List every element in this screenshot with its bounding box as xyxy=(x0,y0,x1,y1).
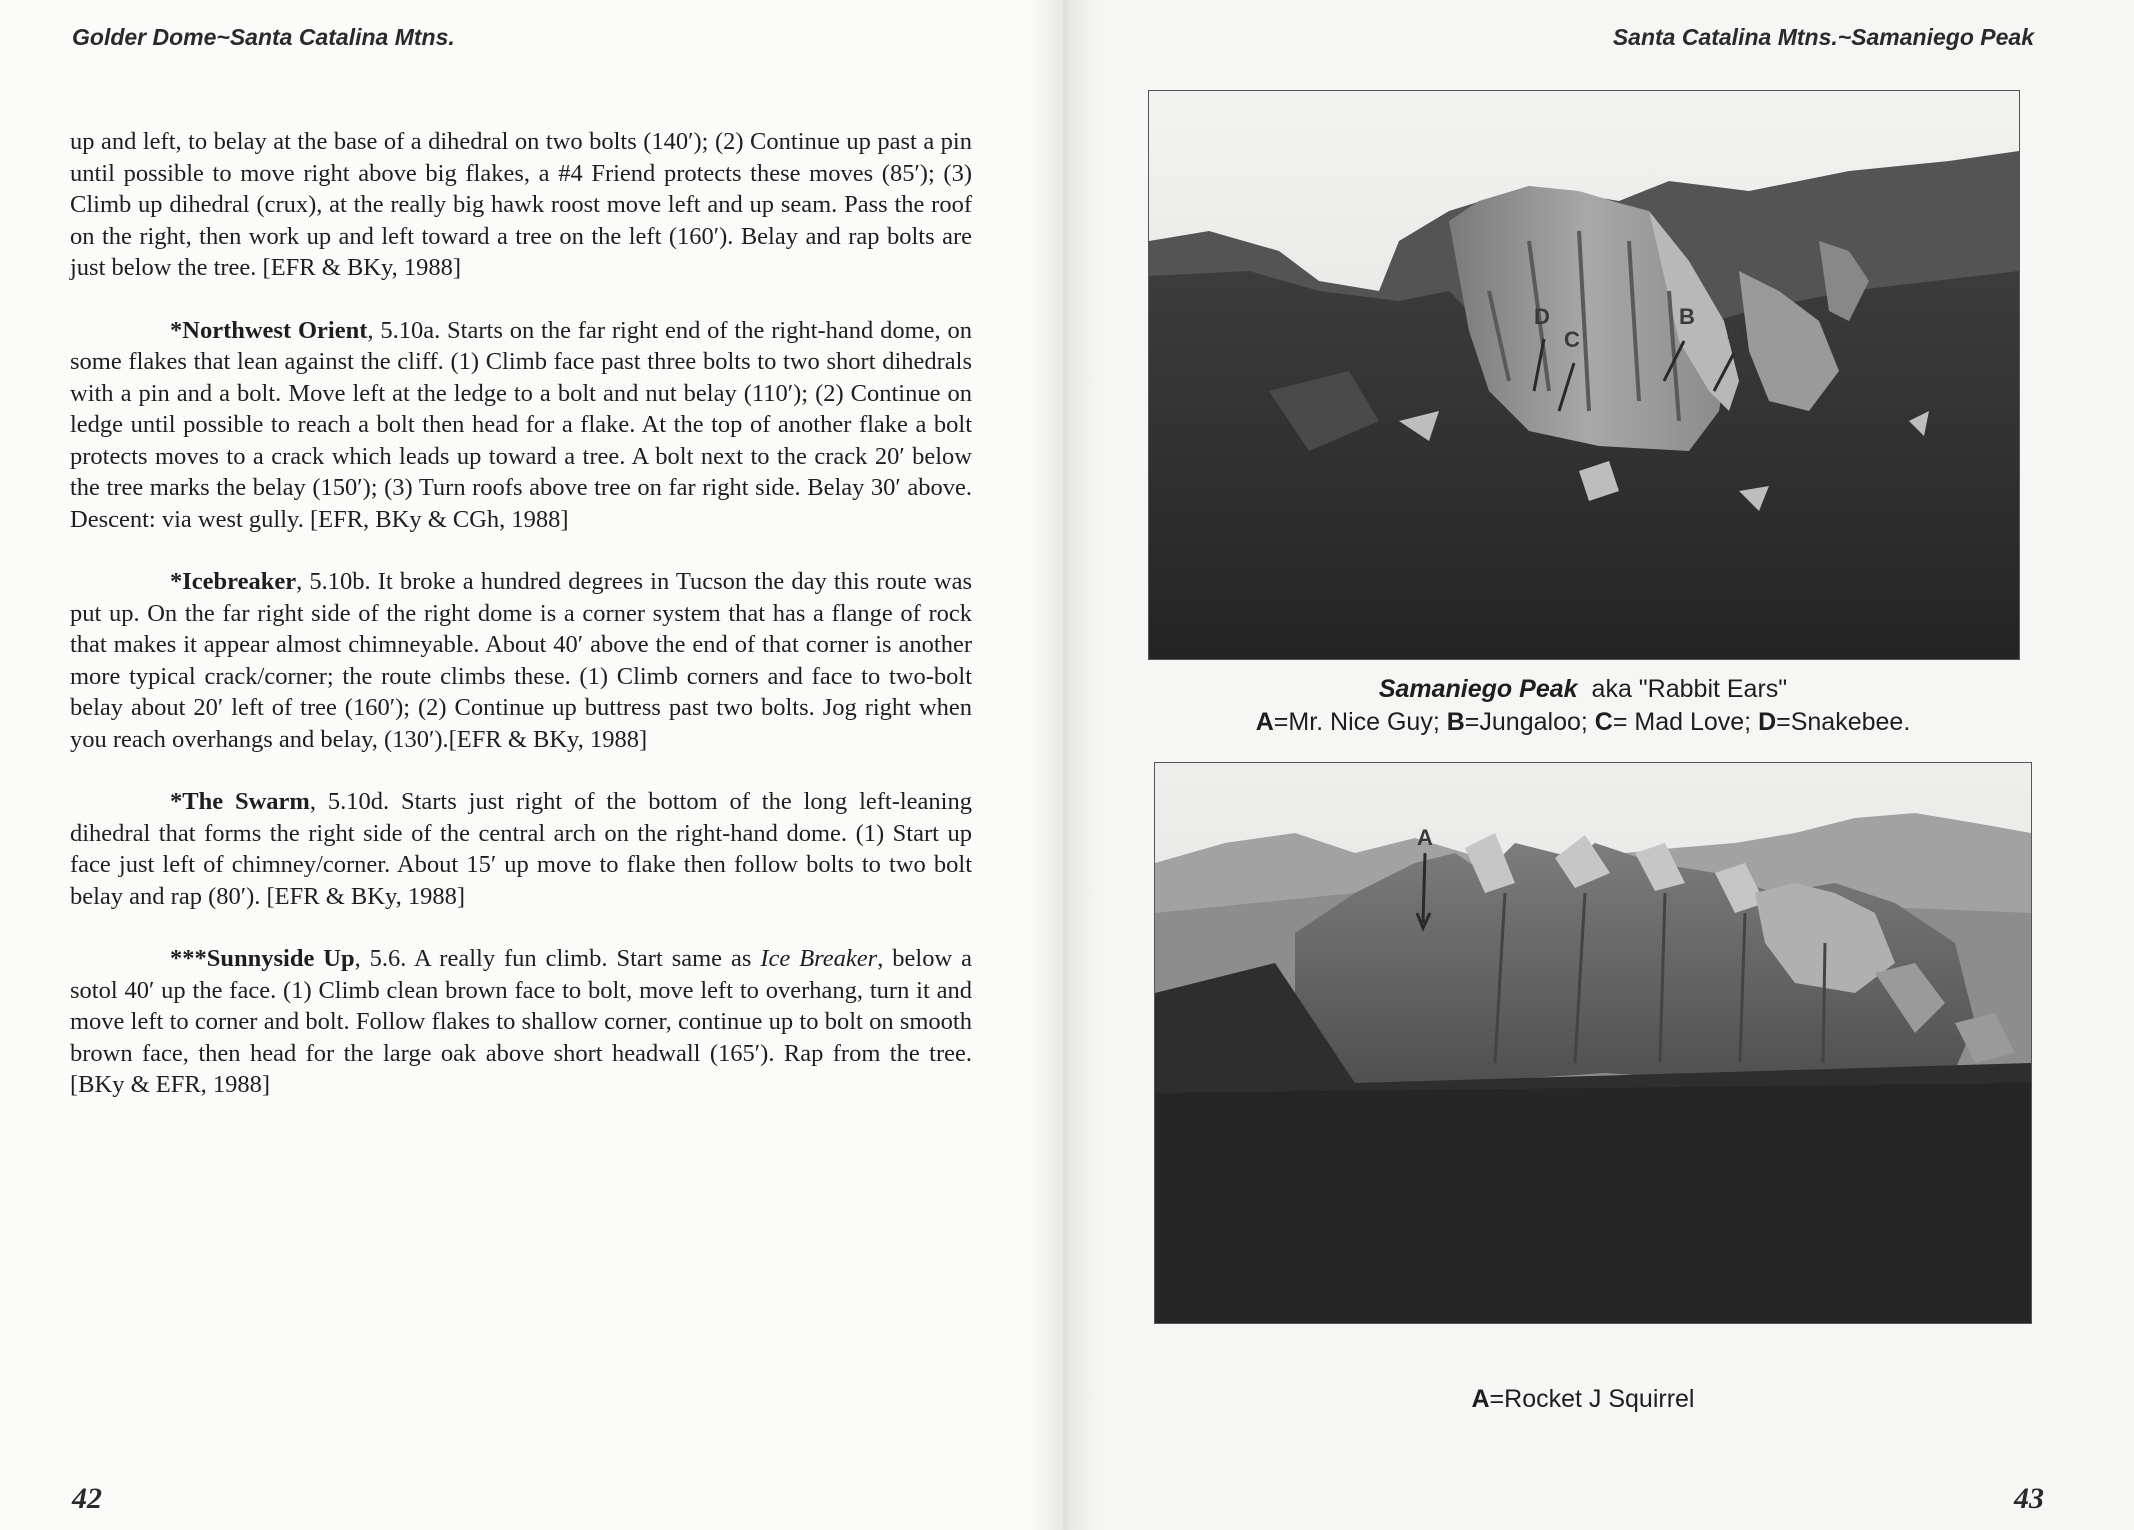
route-descriptions xyxy=(70,126,972,1132)
legend-text: =Snakebee. xyxy=(1776,708,1911,736)
route-title: *Icebreaker xyxy=(170,568,297,595)
route-icebreaker xyxy=(70,566,972,755)
rocket-j-squirrel-photo xyxy=(1154,762,2032,1324)
legend-letter: A xyxy=(1255,708,1274,736)
photo-image xyxy=(1155,763,2031,1323)
caption-peak-name: Samaniego Peak xyxy=(1378,675,1578,703)
legend-text: = Mad Love; xyxy=(1612,708,1759,736)
route-text: , below a sotol 40′ up the face. (1) Climb clean brown face to bolt, move left to overhang, turn it and move left to corner and bolt. Follow flakes to shallow corner, continue up to bolt on smooth brown face, then head for the large oak above short headwall (165′). Rap from the tree. [BKy & EFR, 1988] xyxy=(70,945,972,1098)
legend-letter: D xyxy=(1758,708,1777,736)
left-page xyxy=(0,0,1060,1530)
route-title: ***Sunnyside Up xyxy=(170,945,355,972)
legend-letter: B xyxy=(1446,708,1465,736)
route-title: *The Swarm xyxy=(170,788,310,815)
book-gutter xyxy=(1030,0,1100,1530)
running-head-right: Santa Catalina Mtns.~Samaniego Peak xyxy=(1612,24,2034,50)
route-title: *Northwest Orient xyxy=(170,316,368,344)
photo-image xyxy=(1149,91,2019,659)
legend-letter: A xyxy=(1471,1385,1490,1413)
route-northwest-orient xyxy=(70,315,972,536)
photo-2-caption-legend xyxy=(1148,1385,2018,1414)
route-text: , 5.6. A really fun climb. Start same as xyxy=(354,945,761,972)
samaniego-peak-photo xyxy=(1148,90,2020,660)
route-reference: Ice Breaker xyxy=(760,945,878,972)
paragraph-continued xyxy=(70,126,972,284)
route-label-c: C xyxy=(1564,327,1580,352)
caption-aka: aka "Rabbit Ears" xyxy=(1591,675,1788,703)
route-the-swarm xyxy=(70,786,972,912)
route-text: , 5.10d. Starts just right of the bottom of the long left-leaning dihedral that forms the right side of the central arch on the right-hand dome. (1) Start up face just left of chimney/corner. About 15′ up move to flake then follow bolts to two bolt belay and rap (80′). [EFR & BKy, 1988] xyxy=(70,788,972,910)
legend-letter: C xyxy=(1594,708,1613,736)
route-text: , 5.10b. It broke a hundred degrees in Tucson the day this route was put up. On the far right side of the right dome is a corner system that has a flange of rock that makes it appear almost chimneyable. About 40′ above the end of that corner is another more typical crack/corner; the route climbs these. (1) Climb corners and face to two-bolt belay about 20′ left of tree (160′); (2) Continue up buttress past two bolts. Jog right when you reach overhangs and belay, (130′).[EFR & BKy, 1988] xyxy=(70,568,972,753)
route-text: , 5.10a. Starts on the far right end of the right-hand dome, on some flakes that lean against the cliff. (1) Climb face past three bolts to two short dihedrals with a pin and a bolt. Move left at the ledge to a bolt and nut belay (110′); (2) Continue on ledge until possible to reach a bolt then head for a flake. At the top of another flake a bolt protects moves to a crack which leads up toward a tree. A bolt next to the crack 20′ below the tree marks the belay (150′); (3) Turn roofs above tree on far right side. Belay 30′ above. Descent: via west gully. [EFR, BKy & CGh, 1988] xyxy=(70,316,972,533)
page-number-right: 43 xyxy=(2014,1482,2044,1515)
page-number-left: 42 xyxy=(72,1482,102,1515)
legend-text: =Rocket J Squirrel xyxy=(1489,1385,1695,1413)
paragraph-text: up and left, to belay at the base of a dihedral on two bolts (140′); (2) Continue up past a pin until possible to move right above big flakes, a #4 Friend protects these moves (85′); (3) Climb up dihedral (crux), at the really big hawk roost move left and up seam. Pass the roof on the right, then work up and left toward a tree on the left (160′). Belay and rap bolts are just below the tree. [EFR & BKy, 1988] xyxy=(70,128,972,281)
legend-text: =Mr. Nice Guy; xyxy=(1273,708,1447,736)
photo-1-caption-title xyxy=(1148,675,2018,704)
route-label-a: A xyxy=(1417,825,1433,850)
route-label-b: B xyxy=(1679,304,1695,329)
route-label-a: A xyxy=(1727,319,1743,344)
route-sunnyside-up xyxy=(70,943,972,1101)
legend-text: =Jungaloo; xyxy=(1464,708,1595,736)
running-head-left: Golder Dome~Santa Catalina Mtns. xyxy=(72,24,455,50)
route-label-d: D xyxy=(1534,304,1550,329)
photo-1-caption-legend xyxy=(1148,708,2018,737)
